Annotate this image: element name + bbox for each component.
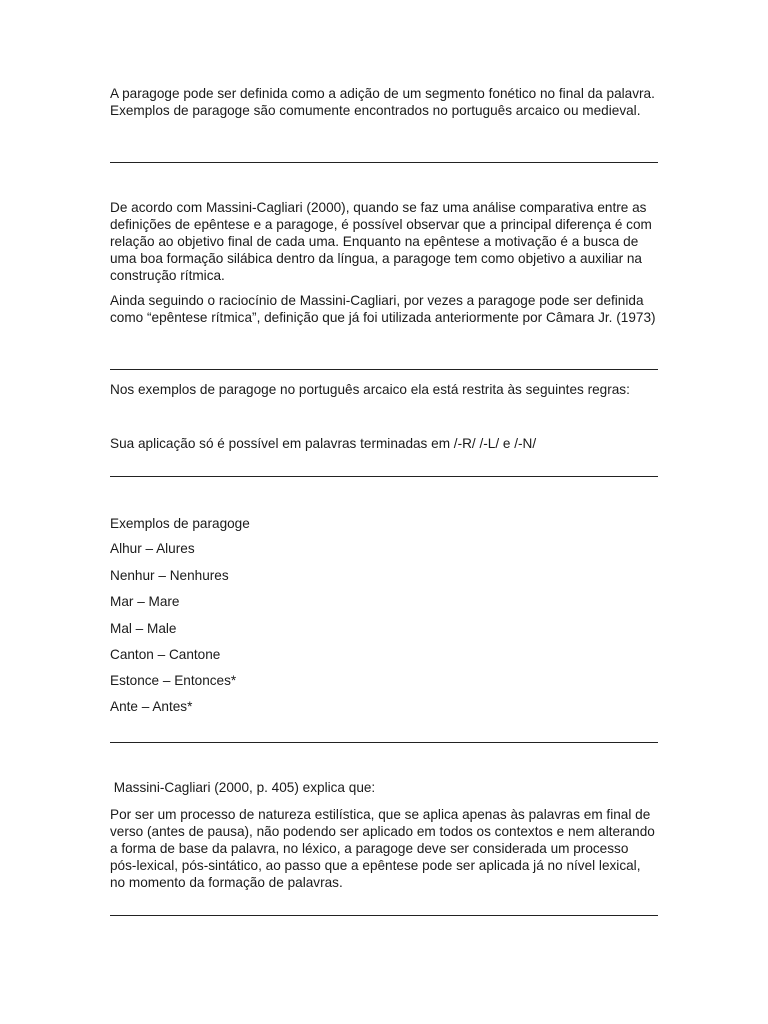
rules-intro-paragraph: Nos exemplos de paragoge no português arcaico ela está restrita às seguintes regras: xyxy=(110,382,630,397)
rhythmic-epenthesis-paragraph: Ainda seguindo o raciocínio de Massini-Cagliari, por vezes a paragoge pode ser definida como “epêntese rítmica”, definição que já foi utilizada anteriormente por Câmara Jr. (1973) xyxy=(110,293,656,325)
section-divider xyxy=(110,915,658,916)
list-item: Estonce – Entonces* xyxy=(110,673,237,688)
paragoge-definition-paragraph: A paragoge pode ser definida como a adição de um segmento fonético no final da palavra. Exemplos de paragoge são comumente encontrados no português arcaico ou medieval. xyxy=(110,86,655,118)
list-item: Mar – Mare xyxy=(110,594,180,609)
application-rule-paragraph: Sua aplicação só é possível em palavras terminadas em /-R/ /-L/ e /-N/ xyxy=(110,436,537,451)
list-item: Canton – Cantone xyxy=(110,647,221,662)
list-item: Mal – Male xyxy=(110,621,177,636)
section-divider xyxy=(110,742,658,743)
list-item: Nenhur – Nenhures xyxy=(110,568,229,583)
comparison-paragraph: De acordo com Massini-Cagliari (2000), quando se faz uma análise comparativa entre as definições de epêntese e a paragoge, é possível observar que a principal diferença é com relação ao objetivo final de cada uma. Enquanto na epêntese a motivação é a busca de uma boa formação silábica dentro da língua, a paragoge tem como objetivo a auxiliar na construção rítmica. xyxy=(110,200,652,283)
list-item: Alhur – Alures xyxy=(110,541,195,556)
citation-intro-paragraph: Massini-Cagliari (2000, p. 405) explica que: xyxy=(110,780,376,795)
examples-heading: Exemplos de paragoge xyxy=(110,516,250,531)
section-divider xyxy=(110,162,658,163)
section-divider xyxy=(110,476,658,477)
quoted-paragraph: Por ser um processo de natureza estilística, que se aplica apenas às palavras em final de verso (antes de pausa), não podendo ser aplicado em todos os contextos e nem alterando a forma de base da palavra, no léxico, a paragoge deve ser considerada um processo pós-lexical, pós-sintático, ao passo que a epêntese pode ser aplicada já no nível lexical, no momento da formação de palavras. xyxy=(110,807,655,890)
section-divider xyxy=(110,369,658,370)
list-item: Ante – Antes* xyxy=(110,699,193,714)
